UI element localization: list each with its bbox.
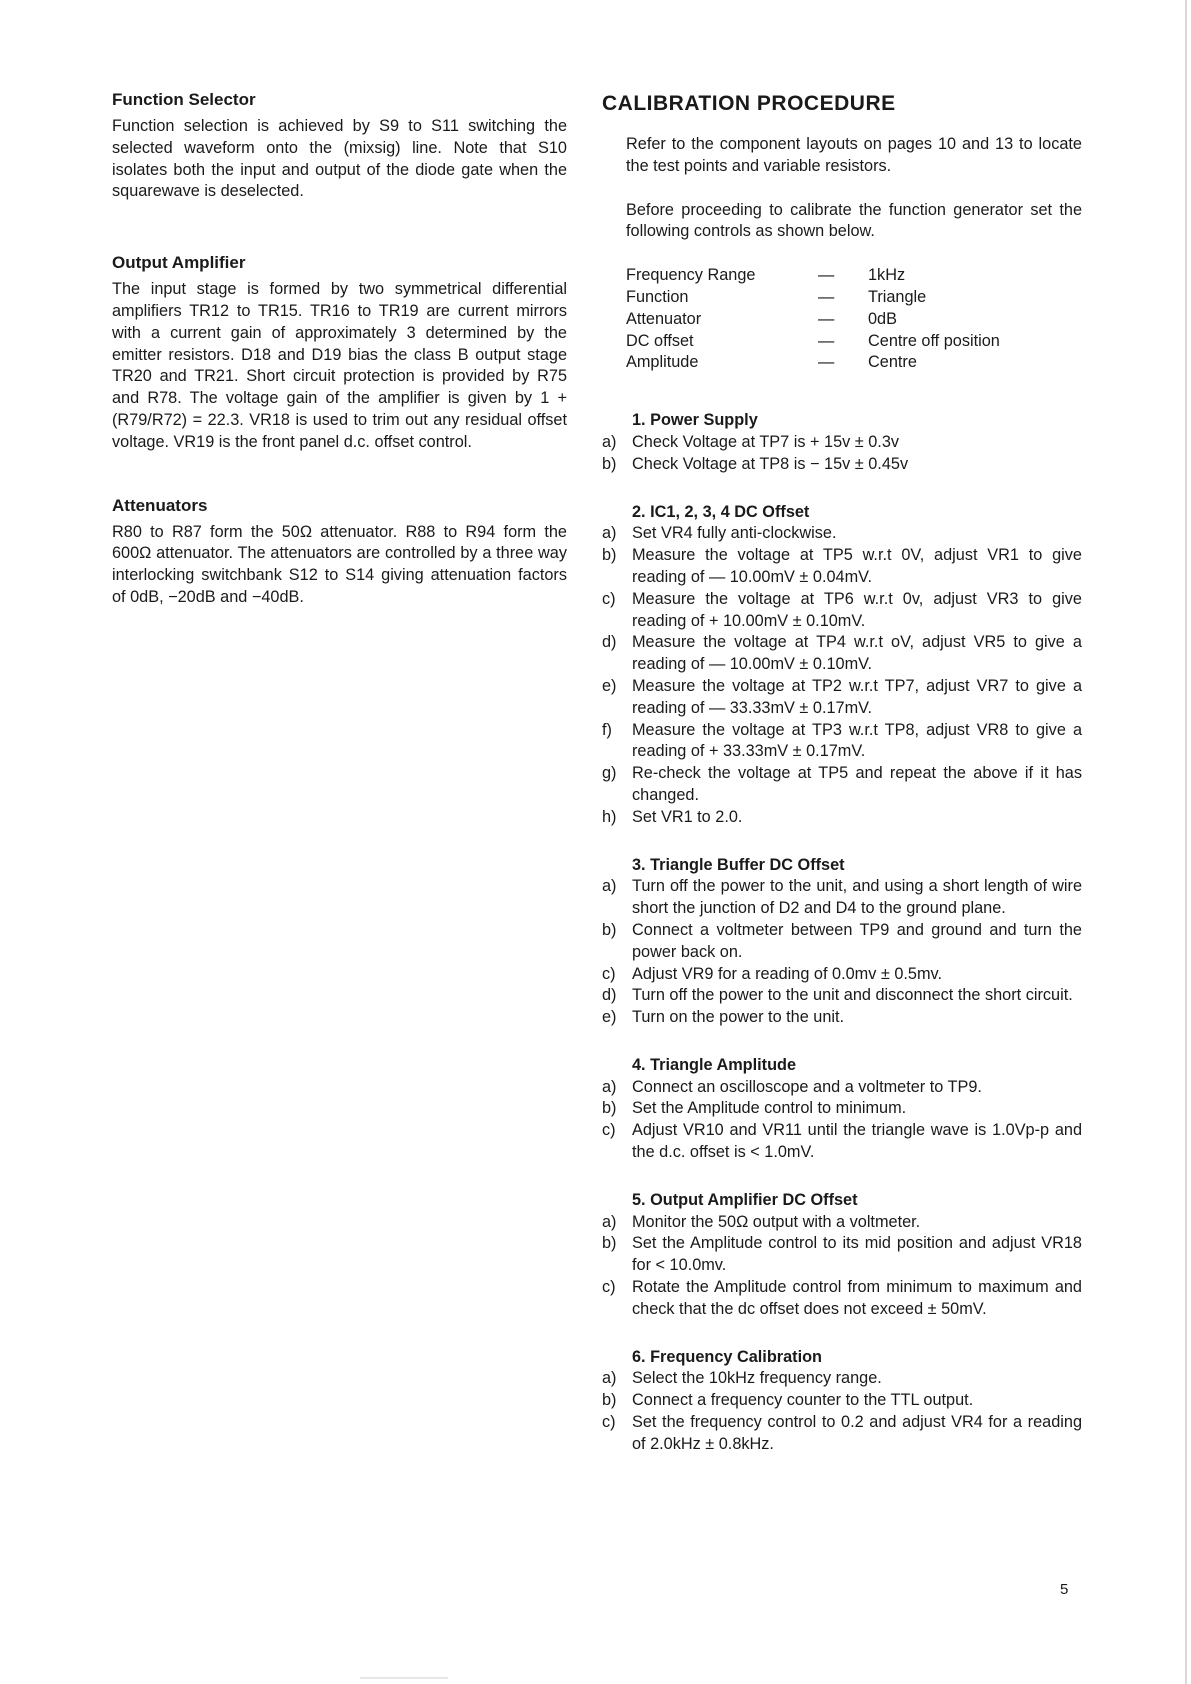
item-letter: d) bbox=[602, 986, 617, 1005]
section-function-selector bbox=[112, 90, 567, 203]
item-letter: g) bbox=[602, 764, 617, 783]
step-item bbox=[602, 545, 1082, 589]
section-heading: Function Selector bbox=[112, 90, 256, 109]
settings-label: DC offset bbox=[626, 331, 694, 350]
settings-label: Attenuator bbox=[626, 309, 702, 328]
item-letter: c) bbox=[602, 589, 616, 608]
step-heading: 2. IC1, 2, 3, 4 DC Offset bbox=[632, 502, 810, 521]
item-letter: e) bbox=[602, 1008, 617, 1027]
item-letter: b) bbox=[602, 454, 617, 473]
section-heading: Attenuators bbox=[112, 495, 208, 515]
step-item bbox=[602, 920, 1082, 964]
item-letter: a) bbox=[602, 1077, 617, 1096]
item-text: Set VR4 fully anti-clockwise. bbox=[632, 524, 837, 543]
item-letter: a) bbox=[602, 524, 617, 543]
step-item bbox=[602, 1277, 1082, 1321]
step-item bbox=[602, 964, 1082, 986]
step-heading: 6. Frequency Calibration bbox=[632, 1347, 822, 1366]
step-item bbox=[602, 1212, 1082, 1234]
section-body: The input stage is formed by two symmetrical differential amplifiers TR12 to TR15. TR16 to TR19 are current mirrors with a current gain of approximately 3 determined by the emitter resistors. D18 and D19 bias the class B output stage TR20 and TR21. Short circuit protection is provided by R75 and R78. The voltage gain of the amplifier is given by 1 + (R79/R72) = 22.3. VR18 is used to trim out any residual offset voltage. VR19 is the front panel d.c. offset control. bbox=[112, 280, 567, 451]
item-text: Measure the voltage at TP6 w.r.t 0v, adjust VR3 to give reading of + 10.00mV ± 0.10mV. bbox=[632, 589, 1082, 630]
item-text: Set the Amplitude control to minimum. bbox=[632, 1099, 907, 1118]
settings-row bbox=[626, 352, 1082, 374]
item-text: Connect a frequency counter to the TTL output. bbox=[632, 1391, 974, 1410]
step-item bbox=[602, 454, 1082, 476]
step-item bbox=[602, 1412, 1082, 1456]
step-item bbox=[602, 1390, 1082, 1412]
settings-table bbox=[626, 265, 1082, 374]
step-item bbox=[602, 1120, 1082, 1164]
settings-row bbox=[626, 265, 1082, 287]
left-column bbox=[112, 90, 567, 609]
item-letter: b) bbox=[602, 546, 617, 565]
item-text: Turn off the power to the unit, and using a short length of wire short the junction of D2 and D4 to the ground plane. bbox=[632, 877, 1082, 918]
step-item bbox=[602, 807, 1082, 829]
step-item bbox=[602, 720, 1082, 764]
item-text: Select the 10kHz frequency range. bbox=[632, 1369, 882, 1388]
item-letter: b) bbox=[602, 1099, 617, 1118]
page-number: 5 bbox=[1060, 1581, 1069, 1598]
step-item bbox=[602, 1233, 1082, 1277]
step-item bbox=[602, 432, 1082, 454]
step-item bbox=[602, 763, 1082, 807]
section-body: R80 to R87 form the 50Ω attenuator. R88 to R94 form the 600Ω attenuator. The attenuators are controlled by a three way interlocking switchbank S12 to S14 giving attenuation factors of 0dB, −20dB and −40dB. bbox=[112, 522, 567, 606]
item-text: Turn on the power to the unit. bbox=[632, 1008, 845, 1027]
step-heading: 3. Triangle Buffer DC Offset bbox=[632, 855, 845, 874]
step-item bbox=[602, 1098, 1082, 1120]
settings-dash: — bbox=[818, 309, 835, 328]
intro-paragraph: Before proceeding to calibrate the function generator set the following controls as shown below. bbox=[626, 200, 1082, 241]
item-letter: e) bbox=[602, 676, 617, 695]
step-heading: 1. Power Supply bbox=[632, 411, 758, 430]
item-letter: c) bbox=[602, 1413, 616, 1432]
item-letter: c) bbox=[602, 1278, 616, 1297]
settings-value: Centre bbox=[868, 353, 917, 372]
step-heading: 5. Output Amplifier DC Offset bbox=[632, 1190, 858, 1209]
item-letter: h) bbox=[602, 807, 617, 826]
settings-row bbox=[626, 287, 1082, 309]
intro-paragraph: Refer to the component layouts on pages 10 and 13 to locate the test points and variable resistors. bbox=[626, 135, 1082, 175]
step-item bbox=[602, 1368, 1082, 1390]
item-text: Set VR1 to 2.0. bbox=[632, 807, 743, 826]
item-text: Adjust VR10 and VR11 until the triangle wave is 1.0Vp-p and the d.c. offset is < 1.0mV. bbox=[632, 1121, 1082, 1162]
item-text: Adjust VR9 for a reading of 0.0mv ± 0.5mv. bbox=[632, 964, 942, 983]
section-body: Function selection is achieved by S9 to S11 switching the selected waveform onto the (mixsig) line. Note that S10 isolates both the input and output of the diode gate when the squarewave is deselected. bbox=[112, 117, 567, 201]
item-text: Rotate the Amplitude control from minimum to maximum and check that the dc offset does not exceed ± 50mV. bbox=[632, 1278, 1082, 1318]
step-power-supply bbox=[602, 410, 1082, 475]
settings-value: 1kHz bbox=[868, 266, 906, 285]
item-letter: a) bbox=[602, 877, 617, 896]
step-triangle-buffer-dc-offset bbox=[602, 855, 1082, 1029]
section-output-amplifier bbox=[112, 253, 567, 453]
step-item bbox=[602, 985, 1082, 1007]
section-attenuators bbox=[112, 496, 567, 609]
item-letter: b) bbox=[602, 1391, 617, 1410]
item-letter: f) bbox=[602, 720, 612, 739]
settings-dash: — bbox=[818, 287, 835, 306]
settings-dash: — bbox=[818, 331, 835, 350]
page-title: CALIBRATION PROCEDURE bbox=[602, 92, 896, 115]
step-item bbox=[602, 876, 1082, 920]
settings-label: Function bbox=[626, 287, 689, 306]
item-text: Measure the voltage at TP3 w.r.t TP8, adjust VR8 to give a reading of + 33.33mV ± 0.17mV. bbox=[632, 720, 1082, 761]
item-text: Measure the voltage at TP2 w.r.t TP7, adjust VR7 to give a reading of — 33.33mV ± 0.17mV. bbox=[632, 676, 1082, 717]
step-output-amplifier-dc-offset bbox=[602, 1190, 1082, 1321]
step-item bbox=[602, 589, 1082, 633]
settings-value: Centre off position bbox=[868, 331, 1000, 350]
item-text: Set the frequency control to 0.2 and adjust VR4 for a reading of 2.0kHz ± 0.8kHz. bbox=[632, 1413, 1082, 1453]
item-letter: a) bbox=[602, 1369, 617, 1388]
item-letter: b) bbox=[602, 920, 617, 939]
step-triangle-amplitude bbox=[602, 1055, 1082, 1164]
step-frequency-calibration bbox=[602, 1347, 1082, 1456]
item-text: Measure the voltage at TP5 w.r.t 0V, adjust VR1 to give reading of — 10.00mV ± 0.04mV. bbox=[632, 546, 1082, 586]
item-text: Measure the voltage at TP4 w.r.t oV, adjust VR5 to give a reading of — 10.00mV ± 0.10mV. bbox=[632, 633, 1082, 674]
item-letter: a) bbox=[602, 1212, 617, 1231]
settings-label: Amplitude bbox=[626, 353, 699, 372]
item-text: Re-check the voltage at TP5 and repeat the above if it has changed. bbox=[632, 764, 1082, 804]
item-text: Turn off the power to the unit and disconnect the short circuit. bbox=[632, 986, 1073, 1005]
item-letter: d) bbox=[602, 633, 617, 652]
step-item bbox=[602, 523, 1082, 545]
settings-label: Frequency Range bbox=[626, 266, 756, 285]
settings-value: 0dB bbox=[868, 309, 897, 328]
settings-dash: — bbox=[818, 353, 835, 372]
step-heading: 4. Triangle Amplitude bbox=[632, 1055, 797, 1074]
item-text: Check Voltage at TP8 is − 15v ± 0.45v bbox=[632, 454, 909, 473]
step-item bbox=[602, 1077, 1082, 1099]
step-ic-dc-offset bbox=[602, 502, 1082, 829]
item-text: Set the Amplitude control to its mid position and adjust VR18 for < 10.0mv. bbox=[632, 1234, 1082, 1275]
item-text: Check Voltage at TP7 is + 15v ± 0.3v bbox=[632, 432, 900, 451]
item-text: Connect an oscilloscope and a voltmeter to TP9. bbox=[632, 1077, 982, 1096]
step-item bbox=[602, 676, 1082, 720]
item-letter: c) bbox=[602, 1121, 616, 1140]
item-text: Connect a voltmeter between TP9 and ground and turn the power back on. bbox=[632, 920, 1082, 961]
settings-value: Triangle bbox=[868, 287, 927, 306]
step-item bbox=[602, 1007, 1082, 1029]
step-item bbox=[602, 632, 1082, 676]
item-text: Monitor the 50Ω output with a voltmeter. bbox=[632, 1212, 921, 1231]
section-heading: Output Amplifier bbox=[112, 253, 246, 273]
item-letter: c) bbox=[602, 964, 616, 983]
settings-row bbox=[626, 309, 1082, 331]
settings-dash: — bbox=[818, 266, 835, 285]
item-letter: a) bbox=[602, 432, 617, 451]
right-column bbox=[602, 92, 1082, 1456]
settings-row bbox=[626, 331, 1082, 353]
item-letter: b) bbox=[602, 1234, 617, 1253]
